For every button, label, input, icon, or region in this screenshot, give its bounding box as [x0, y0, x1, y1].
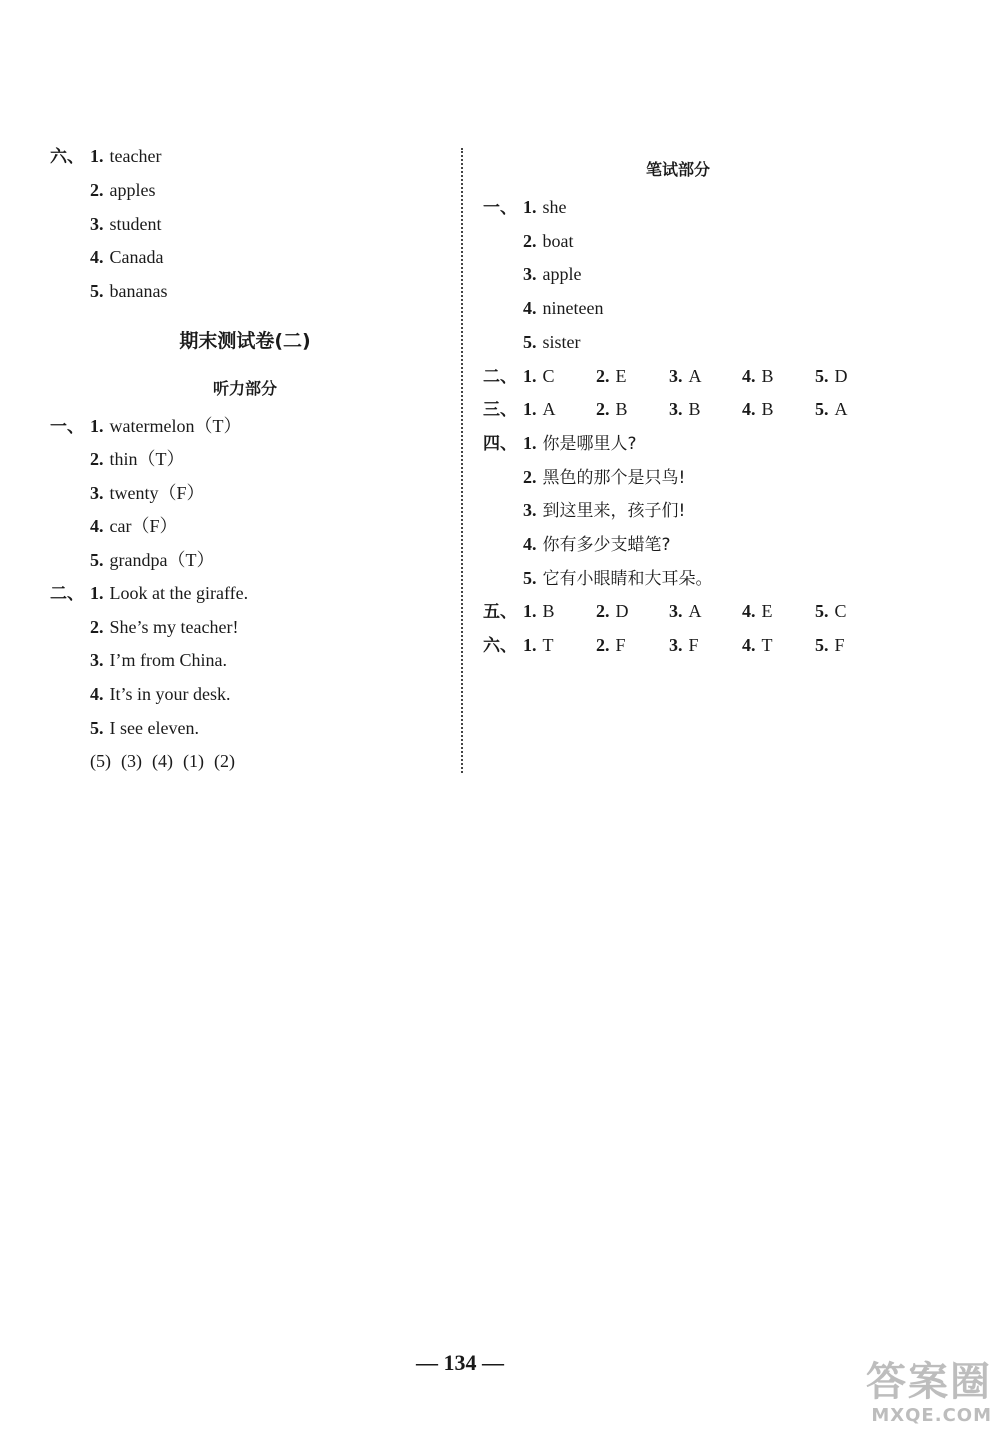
answer-line [483, 394, 888, 424]
item-number: 4. [742, 635, 756, 655]
item-answer: watermelon（T） [109, 416, 242, 436]
order-item: (4) [152, 751, 173, 771]
item-number: 4. [90, 247, 104, 267]
answer-line [483, 327, 581, 357]
item-number: 1. [523, 635, 537, 655]
item-number: 2. [523, 231, 537, 251]
item-answer: C [834, 601, 847, 621]
item-answer: A [542, 399, 556, 419]
item-answer: I see eleven. [109, 718, 199, 738]
answer-line [50, 411, 241, 441]
answer-line [50, 276, 167, 306]
item-number: 5. [815, 399, 829, 419]
section-label: 三、 [483, 400, 517, 420]
item-number: 3. [523, 500, 537, 520]
item-number: 5. [90, 550, 104, 570]
item-answer: She’s my teacher! [109, 617, 239, 637]
order-item: (5) [90, 751, 111, 771]
item-number: 4. [742, 601, 756, 621]
item-answer: 黑色的那个是只鸟! [542, 468, 686, 488]
item-answer: bananas [109, 281, 168, 301]
watermark-logo: 答案圈 [866, 1359, 992, 1405]
item-answer: A [834, 399, 848, 419]
item-number: 4. [742, 399, 756, 419]
listening-section-title: 听力部分 [212, 379, 277, 398]
answer-line [483, 428, 637, 458]
item-answer: A [688, 601, 702, 621]
item-answer: E [761, 601, 773, 621]
item-answer: student [109, 214, 162, 234]
answer-line [50, 612, 238, 642]
order-item: (1) [183, 751, 204, 771]
item-number: 5. [815, 601, 829, 621]
item-answer: thin（T） [109, 449, 185, 469]
item-answer: she [542, 197, 567, 217]
item-number: 1. [90, 416, 104, 436]
item-answer: T [761, 635, 773, 655]
item-answer: Canada [109, 247, 164, 267]
answer-line [483, 293, 603, 323]
item-answer: teacher [109, 146, 162, 166]
item-number: 2. [90, 449, 104, 469]
answer-line [50, 141, 161, 171]
item-number: 4. [742, 366, 756, 386]
answer-line [483, 259, 581, 289]
answer-line [50, 713, 199, 743]
item-answer: F [688, 635, 699, 655]
item-answer: apple [542, 264, 582, 284]
item-answer: B [761, 366, 774, 386]
item-number: 2. [596, 399, 610, 419]
item-answer: twenty（F） [109, 483, 205, 503]
item-answer: 它有小眼睛和大耳朵。 [542, 569, 713, 589]
item-number: 5. [90, 718, 104, 738]
item-number: 1. [523, 433, 537, 453]
answer-line [50, 511, 177, 541]
item-answer: apples [109, 180, 156, 200]
item-number: 2. [90, 617, 104, 637]
answer-line [483, 596, 888, 626]
section-label: 二、 [50, 584, 84, 604]
answer-line [50, 209, 162, 239]
item-answer: 到这里来，孩子们! [542, 501, 686, 521]
item-number: 2. [90, 180, 104, 200]
answer-line [483, 226, 574, 256]
item-number: 5. [815, 366, 829, 386]
answer-line [50, 578, 248, 608]
answer-line [50, 545, 214, 575]
item-answer: grandpa（T） [109, 550, 215, 570]
section-label: 一、 [50, 417, 84, 437]
section-label: 四、 [483, 434, 517, 454]
item-answer: car（F） [109, 516, 178, 536]
item-answer: B [761, 399, 774, 419]
written-section-title: 笔试部分 [645, 160, 710, 179]
item-answer: E [615, 366, 627, 386]
item-answer: I’m from China. [109, 650, 227, 670]
item-answer: It’s in your desk. [109, 684, 231, 704]
item-number: 1. [523, 366, 537, 386]
item-number: 1. [90, 583, 104, 603]
order-answer-line [50, 746, 245, 776]
item-number: 3. [90, 650, 104, 670]
item-number: 5. [523, 332, 537, 352]
item-number: 1. [523, 601, 537, 621]
answer-line [50, 242, 163, 272]
item-answer: B [615, 399, 628, 419]
item-number: 2. [596, 635, 610, 655]
item-answer: F [615, 635, 626, 655]
answer-line [483, 529, 671, 559]
item-number: 2. [596, 366, 610, 386]
item-number: 1. [90, 146, 104, 166]
answer-line [483, 495, 685, 525]
answer-line [483, 462, 685, 492]
item-answer: T [542, 635, 554, 655]
item-answer: Look at the giraffe. [109, 583, 249, 603]
answer-line [50, 645, 227, 675]
item-number: 1. [523, 197, 537, 217]
order-item: (2) [214, 751, 235, 771]
item-number: 5. [90, 281, 104, 301]
section-label: 一、 [483, 198, 517, 218]
item-answer: D [615, 601, 629, 621]
section-label: 二、 [483, 367, 517, 387]
section-label: 六、 [50, 147, 84, 167]
answer-line [50, 679, 231, 709]
watermark [842, 1359, 992, 1439]
answer-line [483, 563, 713, 593]
item-answer: A [688, 366, 702, 386]
item-answer: F [834, 635, 845, 655]
item-number: 2. [523, 467, 537, 487]
item-number: 3. [90, 214, 104, 234]
section-label: 六、 [483, 636, 517, 656]
item-number: 1. [523, 399, 537, 419]
item-answer: C [542, 366, 555, 386]
section-label: 五、 [483, 602, 517, 622]
item-answer: B [542, 601, 555, 621]
item-answer: B [688, 399, 701, 419]
page-number: — 134 — [416, 1350, 504, 1375]
watermark-url: MXQE.COM [871, 1405, 992, 1426]
item-number: 3. [90, 483, 104, 503]
item-number: 2. [596, 601, 610, 621]
item-answer: 你有多少支蜡笔? [542, 535, 671, 555]
item-number: 3. [523, 264, 537, 284]
item-number: 4. [523, 298, 537, 318]
item-number: 4. [523, 534, 537, 554]
item-number: 4. [90, 516, 104, 536]
item-number: 4. [90, 684, 104, 704]
item-answer: sister [542, 332, 581, 352]
order-item: (3) [121, 751, 142, 771]
item-answer: boat [542, 231, 574, 251]
answer-line [483, 361, 888, 391]
test-title: 期末测试卷(二) [179, 330, 311, 352]
item-number: 5. [815, 635, 829, 655]
item-number: 3. [669, 601, 683, 621]
item-number: 5. [523, 568, 537, 588]
answer-line [483, 192, 567, 222]
item-answer: D [834, 366, 848, 386]
answer-line [50, 478, 205, 508]
item-number: 3. [669, 635, 683, 655]
column-divider [461, 148, 463, 773]
answer-line [483, 630, 888, 660]
item-answer: 你是哪里人? [542, 434, 637, 454]
answer-line [50, 444, 185, 474]
item-number: 3. [669, 399, 683, 419]
item-number: 3. [669, 366, 683, 386]
item-answer: nineteen [542, 298, 604, 318]
answer-line [50, 175, 155, 205]
